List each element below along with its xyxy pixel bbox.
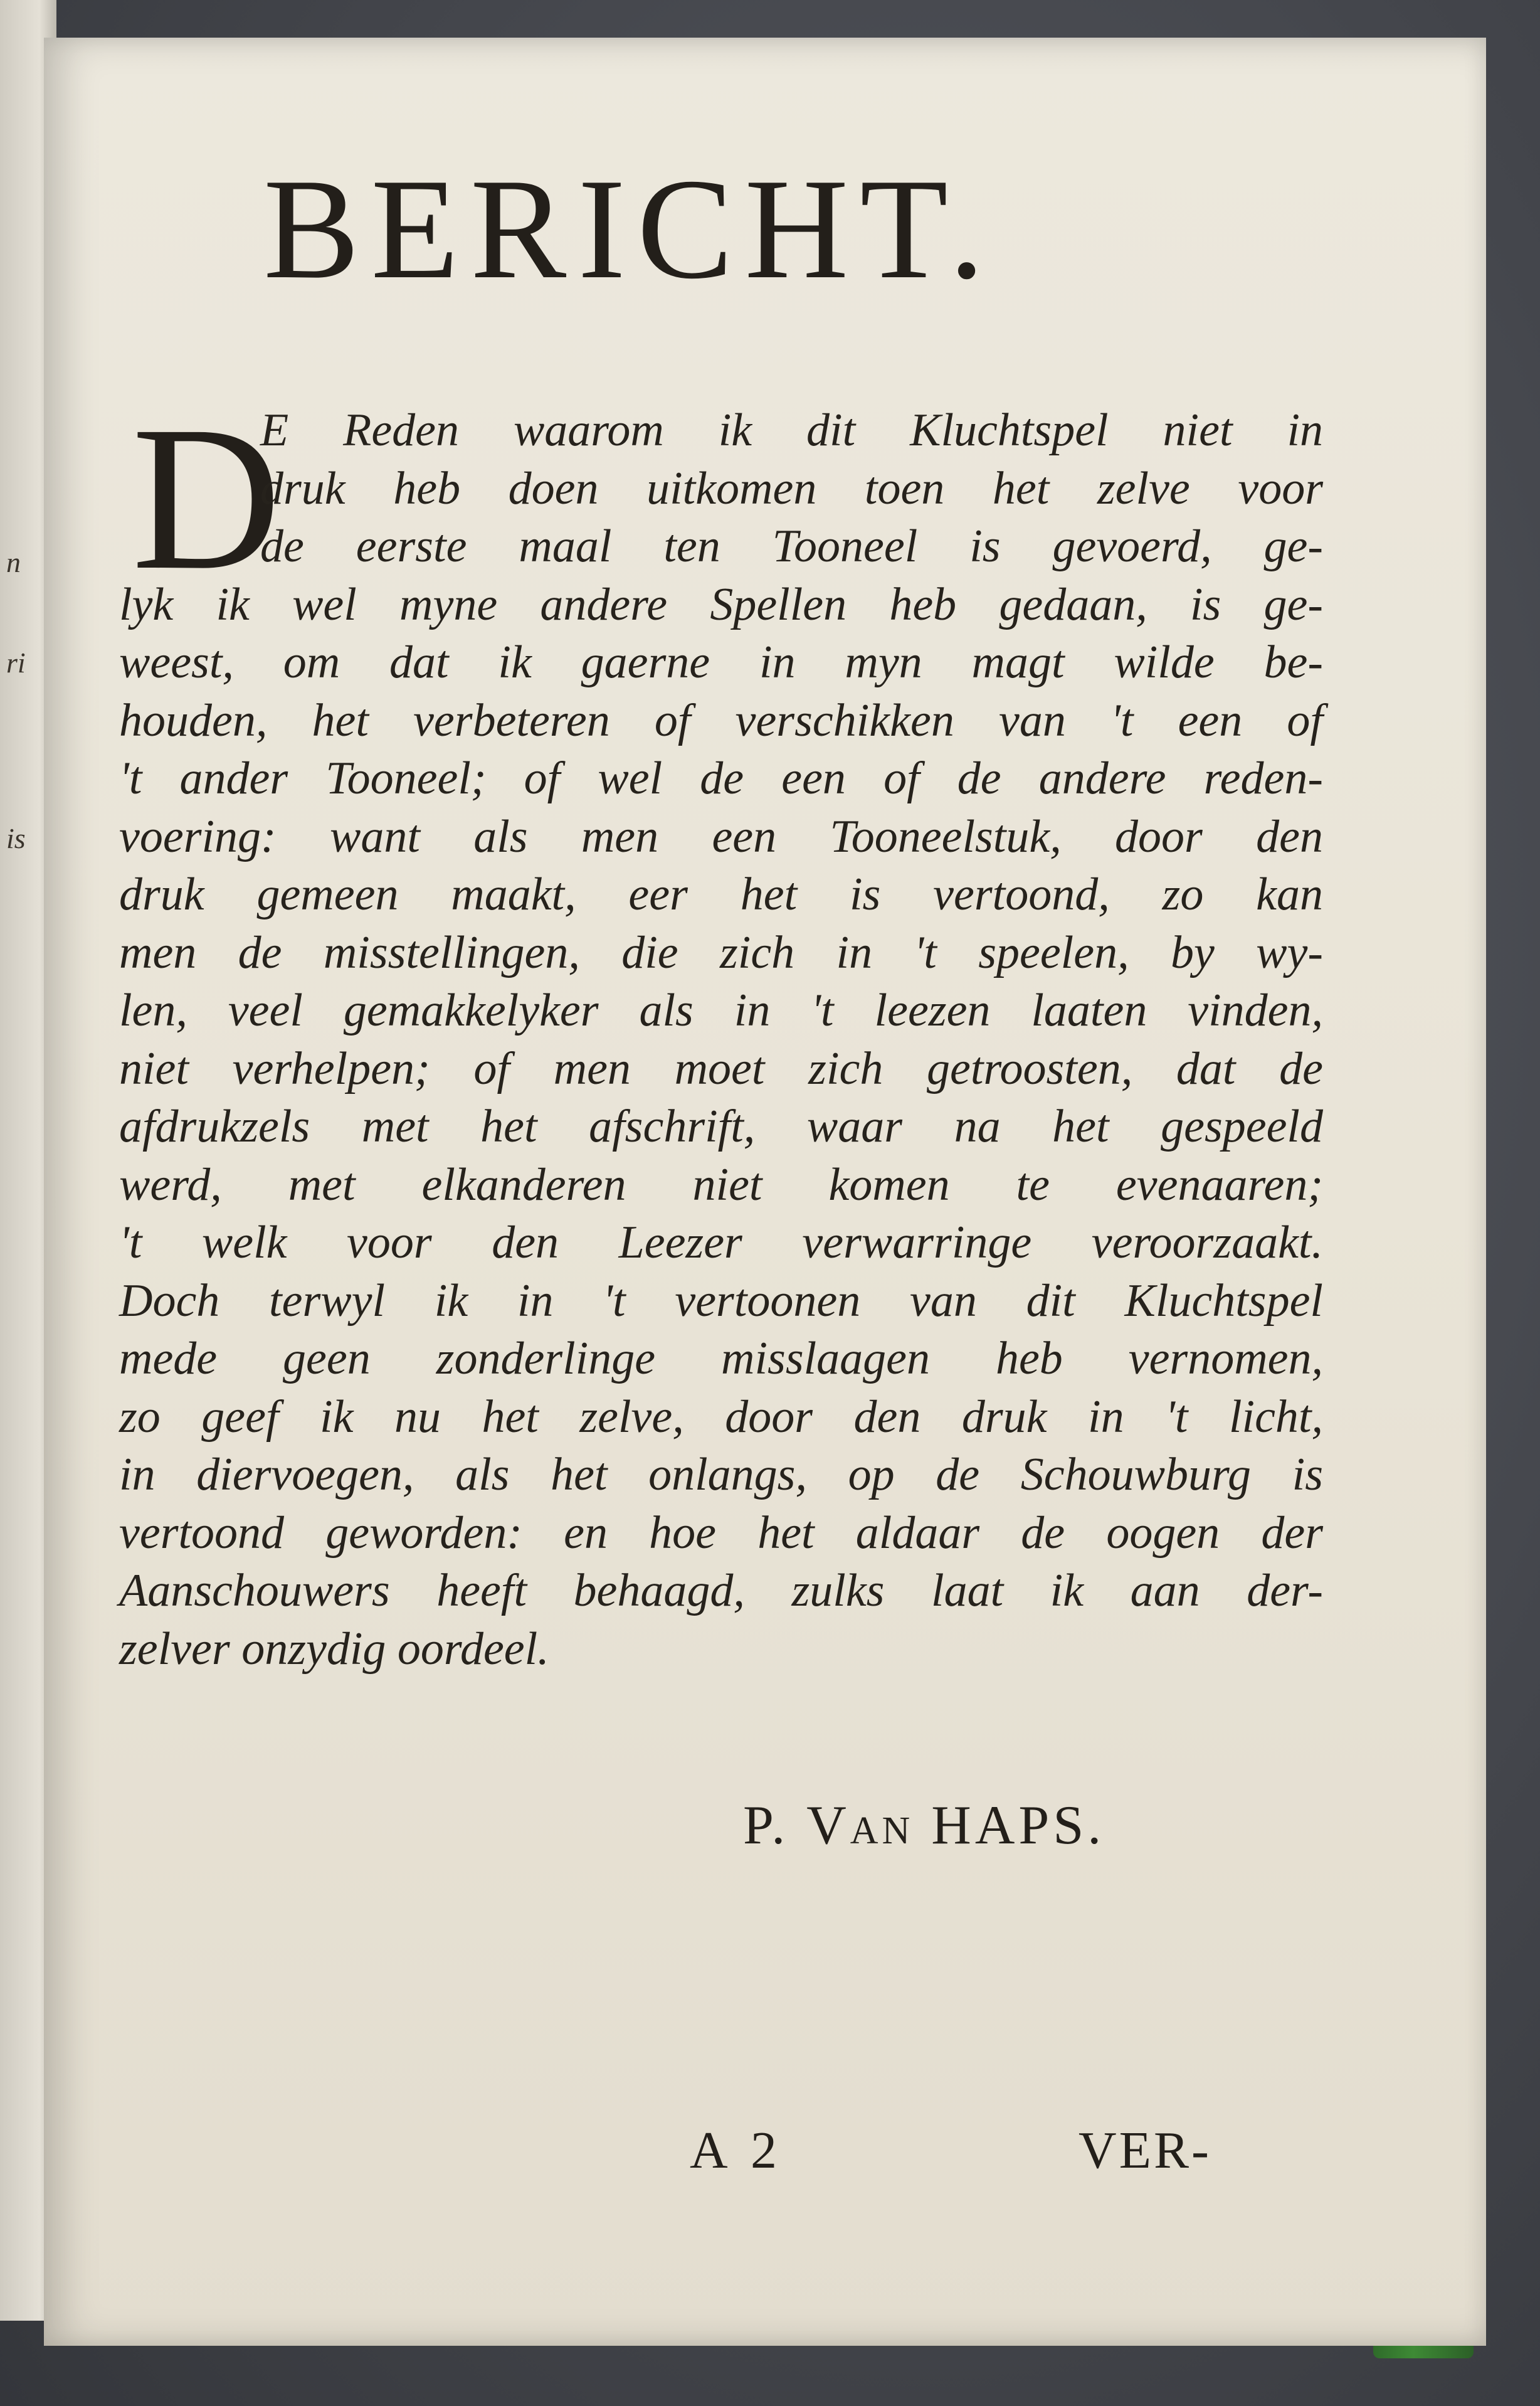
text-line: druk gemeen maakt, eer het is vertoond, zo kan — [119, 869, 1323, 920]
author-signature — [743, 1794, 1105, 1857]
signature-initial: P. — [743, 1795, 789, 1856]
signature-surname: HAPS. — [931, 1795, 1105, 1856]
text-line: zo geef ik nu het zelve, door den druk in 't licht, — [119, 1391, 1323, 1443]
text-line: len, veel gemakkelyker als in 't leezen laaten vinden, — [119, 985, 1323, 1036]
signature-van: Van — [806, 1795, 914, 1856]
text-line: men de misstellingen, die zich in 't speelen, by wy- — [119, 926, 1323, 978]
catchword: VER- — [1079, 2121, 1211, 2180]
text-line: Doch terwyl ik in 't vertoonen van dit Kluchtspel — [119, 1275, 1323, 1327]
book-page — [44, 38, 1486, 2346]
text-line: in diervoegen, als het onlangs, op de Schouwburg is — [119, 1449, 1323, 1500]
text-line: lyk ik wel myne andere Spellen heb gedaan, is ge- — [119, 578, 1323, 630]
text-line: 't welk voor den Leezer verwarringe veroorzaakt. — [119, 1217, 1323, 1268]
text-line: werd, met elkanderen niet komen te evenaaren; — [119, 1158, 1323, 1211]
text-line: Aanschouwers heeft behaagd, zulks laat ik aan der- — [119, 1565, 1323, 1616]
text-line: niet verhelpen; of men moet zich getroosten, dat de — [119, 1042, 1323, 1094]
facing-page-fragment: n — [6, 546, 21, 578]
body-paragraph — [119, 401, 1323, 1678]
drop-cap: D — [132, 384, 282, 613]
text-line: weest, om dat ik gaerne in myn magt wilde be- — [119, 637, 1323, 688]
text-line: zelver onzydig oordeel. — [119, 1623, 549, 1675]
text-line: vertoond geworden: en hoe het aldaar de oogen der — [119, 1507, 1323, 1559]
facing-page-fragment: is — [6, 822, 26, 854]
text-line: de eerste maal ten Tooneel is gevoerd, ge- — [260, 521, 1323, 572]
text-line: 't ander Tooneel; of wel de een of de andere reden- — [119, 753, 1323, 804]
text-line: druk heb doen uitkomen toen het zelve voor — [260, 462, 1323, 514]
facing-page-fragment: ri — [6, 647, 26, 679]
text-line: houden, het verbeteren of verschikken van 't een of — [119, 694, 1323, 746]
text-line: mede geen zonderlinge misslaagen heb vernomen, — [119, 1333, 1323, 1384]
text-line: E Reden waarom ik dit Kluchtspel niet in — [260, 405, 1323, 456]
text-line: afdrukzels met het afschrift, waar na het gespeeld — [119, 1101, 1323, 1152]
signature-mark: A 2 — [690, 2121, 784, 2180]
page-title: BERICHT. — [263, 149, 996, 309]
text-line: voering: want als men een Tooneelstuk, door den — [119, 810, 1323, 862]
